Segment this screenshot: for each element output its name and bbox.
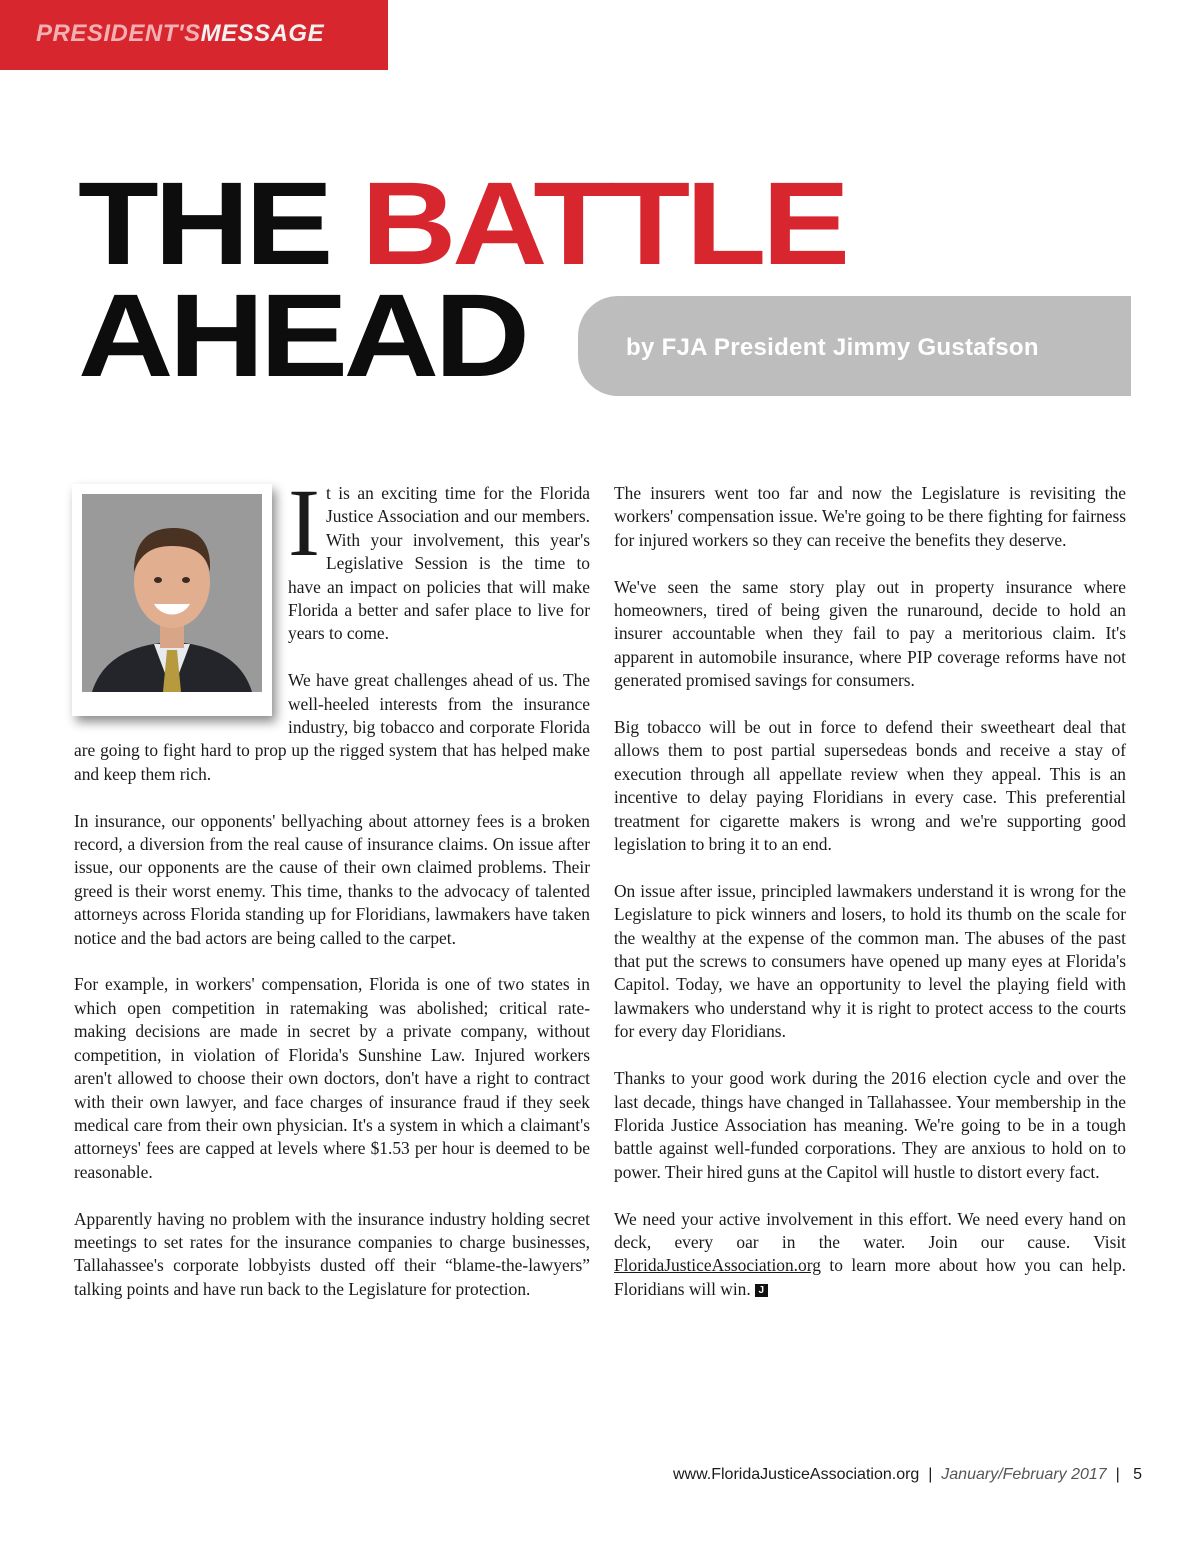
end-mark-icon: J xyxy=(755,1284,768,1297)
footer-separator: | xyxy=(919,1466,942,1483)
article-paragraph-text: t is an exciting time for the Florida Justice Association and our members. With your involvement, this year's Legislative Session is the time to have an impact on policies that will make Florida a better and safer place to live for years to come. xyxy=(288,483,590,644)
article-column-right xyxy=(614,482,1126,1325)
byline-bar xyxy=(578,296,1131,396)
closing-text-end: to learn more about how you can help. Floridians will win. xyxy=(614,1255,1126,1299)
page-number: 5 xyxy=(1133,1466,1142,1483)
drop-cap: I xyxy=(288,469,320,576)
article-paragraph: In insurance, our opponents' bellyaching about attorney fees is a broken record, a diversion from the real cause of insurance claims. On issue after issue, our opponents are the cause of their own claimed problems. Their greed is their worst enemy. This time, thanks to the advocacy of talented attorneys across Florida standing up for Floridians, lawmakers have taken notice and the bad actors are being called to the carpet. xyxy=(74,810,590,948)
article-paragraph: We have great challenges ahead of us. The well-heeled interests from the insurance industry, big tobacco and corporate Florida are going to fight hard to prop up the rigged system that has helped make and keep them rich. xyxy=(74,670,590,784)
headline-word-battle: BATTLE xyxy=(361,158,846,290)
article-paragraph xyxy=(614,1208,1126,1302)
article-paragraph: For example, in workers' compensation, Florida is one of two states in which open competition in ratemaking was abolished; critical rate-making decisions are made in secret by a private company, without competition, in violation of Florida's Sunshine Law. Injured workers aren't allowed to choose their own doctors, don't have a right to contract with their own lawyer, and face charges of insurance fraud if they seek medical care from their own physician. It's a system in which a claimant's attorneys' fees are capped at levels where $1.53 per hour is deemed to be reasonable. xyxy=(74,974,590,1182)
article-paragraph: Thanks to your good work during the 2016 election cycle and over the last decade, things have changed in Tallahassee. Your membership in the Florida Justice Association has meaning. We're going to be in a tough battle against well-funded corporations. They are anxious to hold on to power. Their hired guns at the Capitol will hustle to distort every fact. xyxy=(614,1068,1126,1182)
fja-website-link[interactable]: FloridaJusticeAssociation.org xyxy=(614,1255,821,1276)
article-paragraph: On issue after issue, principled lawmakers understand it is wrong for the Legislature to pick winners and losers, to hold its thumb on the scale for the wealthy at the expense of the common man. The abuses of the past that put the screws to consumers have opened up many eyes at Florida's Capitol. Today, we have an opportunity to level the playing field with lawmakers who understand why it is right to protect access to the courts for every day Floridians. xyxy=(614,880,1126,1042)
headline-word-ahead: AHEAD xyxy=(78,270,526,402)
article-paragraph: Big tobacco will be out in force to defend their sweetheart deal that allows them to post partial supersedeas bonds and receive a stay of execution through all appellate review when they appeal. This is an incentive to delay paying Floridians in every case. This preferential treatment for cigarette makers is wrong and we're supporting good legislation to bring it to an end. xyxy=(614,717,1126,855)
headline-line1 xyxy=(78,158,846,290)
article-paragraph: Apparently having no problem with the insurance industry holding secret meetings to set rates for the insurance companies to charge businesses, Tallahassee's corporate lobbyists dusted off their “blame-the-lawyers” talking points and have run back to the Legislature for protection. xyxy=(74,1208,590,1299)
photo-wrap-spacer xyxy=(74,482,288,726)
headline-word-the: THE xyxy=(78,158,329,290)
footer-url[interactable]: www.FloridaJusticeAssociation.org xyxy=(673,1466,920,1483)
footer-separator: | xyxy=(1106,1466,1134,1483)
section-label-part1: PRESIDENT'S xyxy=(36,20,201,47)
section-label xyxy=(36,20,324,48)
page-footer xyxy=(673,1466,1142,1484)
footer-issue: January/February 2017 xyxy=(941,1466,1107,1483)
closing-text: We need your active involvement in this effort. We need every hand on deck, every oar in the water. Join our cause. Visit xyxy=(614,1208,1126,1252)
section-label-part2: MESSAGE xyxy=(200,20,325,47)
article-paragraph: We've seen the same story play out in property insurance where homeowners, tired of being given the runaround, decide to hold an insurer accountable when they fail to pay a meritorious claim. It's apparent in automobile insurance, where PIP coverage reforms have not generated promised savings for consumers. xyxy=(614,576,1126,691)
byline: by FJA President Jimmy Gustafson xyxy=(626,334,1039,361)
article-paragraph: The insurers went too far and now the Legislature is revisiting the workers' compensation issue. We're going to be there fighting for fairness for injured workers so they can receive the benefits they deserve. xyxy=(614,483,1126,550)
article-column-left xyxy=(74,469,590,1325)
section-tab xyxy=(0,0,388,70)
